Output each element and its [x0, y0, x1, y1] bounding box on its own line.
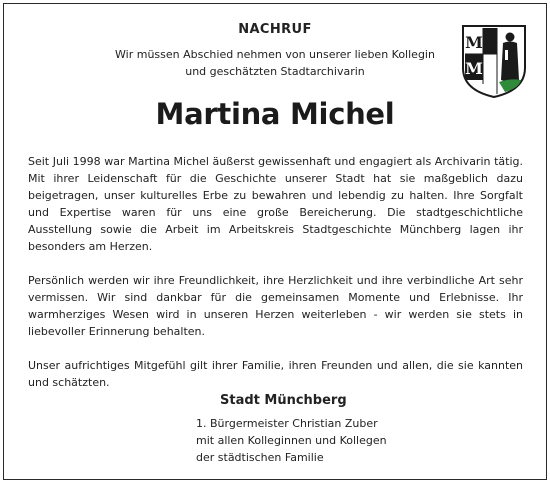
coat-of-arms-icon — [461, 24, 527, 99]
obituary-body — [28, 153, 523, 391]
intro-line: und geschätzten Stadtarchivarin — [185, 65, 365, 78]
body-paragraph: Seit Juli 1998 war Martina Michel äußerst gewissenhaft und engagiert als Archivarin tätig. Mit ihrer Leidenschaft für die Geschichte unserer Stadt hat sie maßgeblich dazu beigetragen, unser kulturelles Erbe zu bewahren und lebendig zu halten. Ihre Sorgfalt und Expertise waren für uns eine große Bereicherung. Die stadtgeschichtliche Ausstellung sowie die Arbeit im Arbeitskreis Stadtgeschichte Münchberg lagen ihr besonders am Herzen. — [28, 155, 523, 253]
crest-letter-bottom: M — [465, 59, 483, 78]
obituary-notice — [3, 3, 547, 480]
signature-line: mit allen Kolleginnen und Kollegen — [196, 434, 387, 447]
signature-block — [196, 392, 456, 466]
deceased-name: Martina Michel — [155, 97, 395, 131]
intro-line: Wir müssen Abschied nehmen von unserer lieben Kollegin — [115, 48, 435, 61]
signature-organization: Stadt Münchberg — [220, 393, 347, 408]
body-paragraph: Unser aufrichtiges Mitgefühl gilt ihrer Familie, ihren Freunden und allen, die sie kannten und schätzten. — [28, 359, 523, 389]
signature-line: der städtischen Familie — [196, 451, 324, 464]
crest-letter-top: M — [465, 33, 483, 52]
body-paragraph: Persönlich werden wir ihre Freundlichkeit, ihre Herzlichkeit und ihre verbindliche Art sehr vermissen. Wir sind dankbar für die gemeinsamen Momente und Erlebnisse. Ihr warmherziges Wesen wird in unseren Herzen weiterleben - wir werden sie stets in liebevoller Erinnerung behalten. — [28, 274, 523, 338]
notice-heading: NACHRUF — [238, 22, 312, 37]
signature-line: 1. Bürgermeister Christian Zuber — [196, 417, 378, 430]
